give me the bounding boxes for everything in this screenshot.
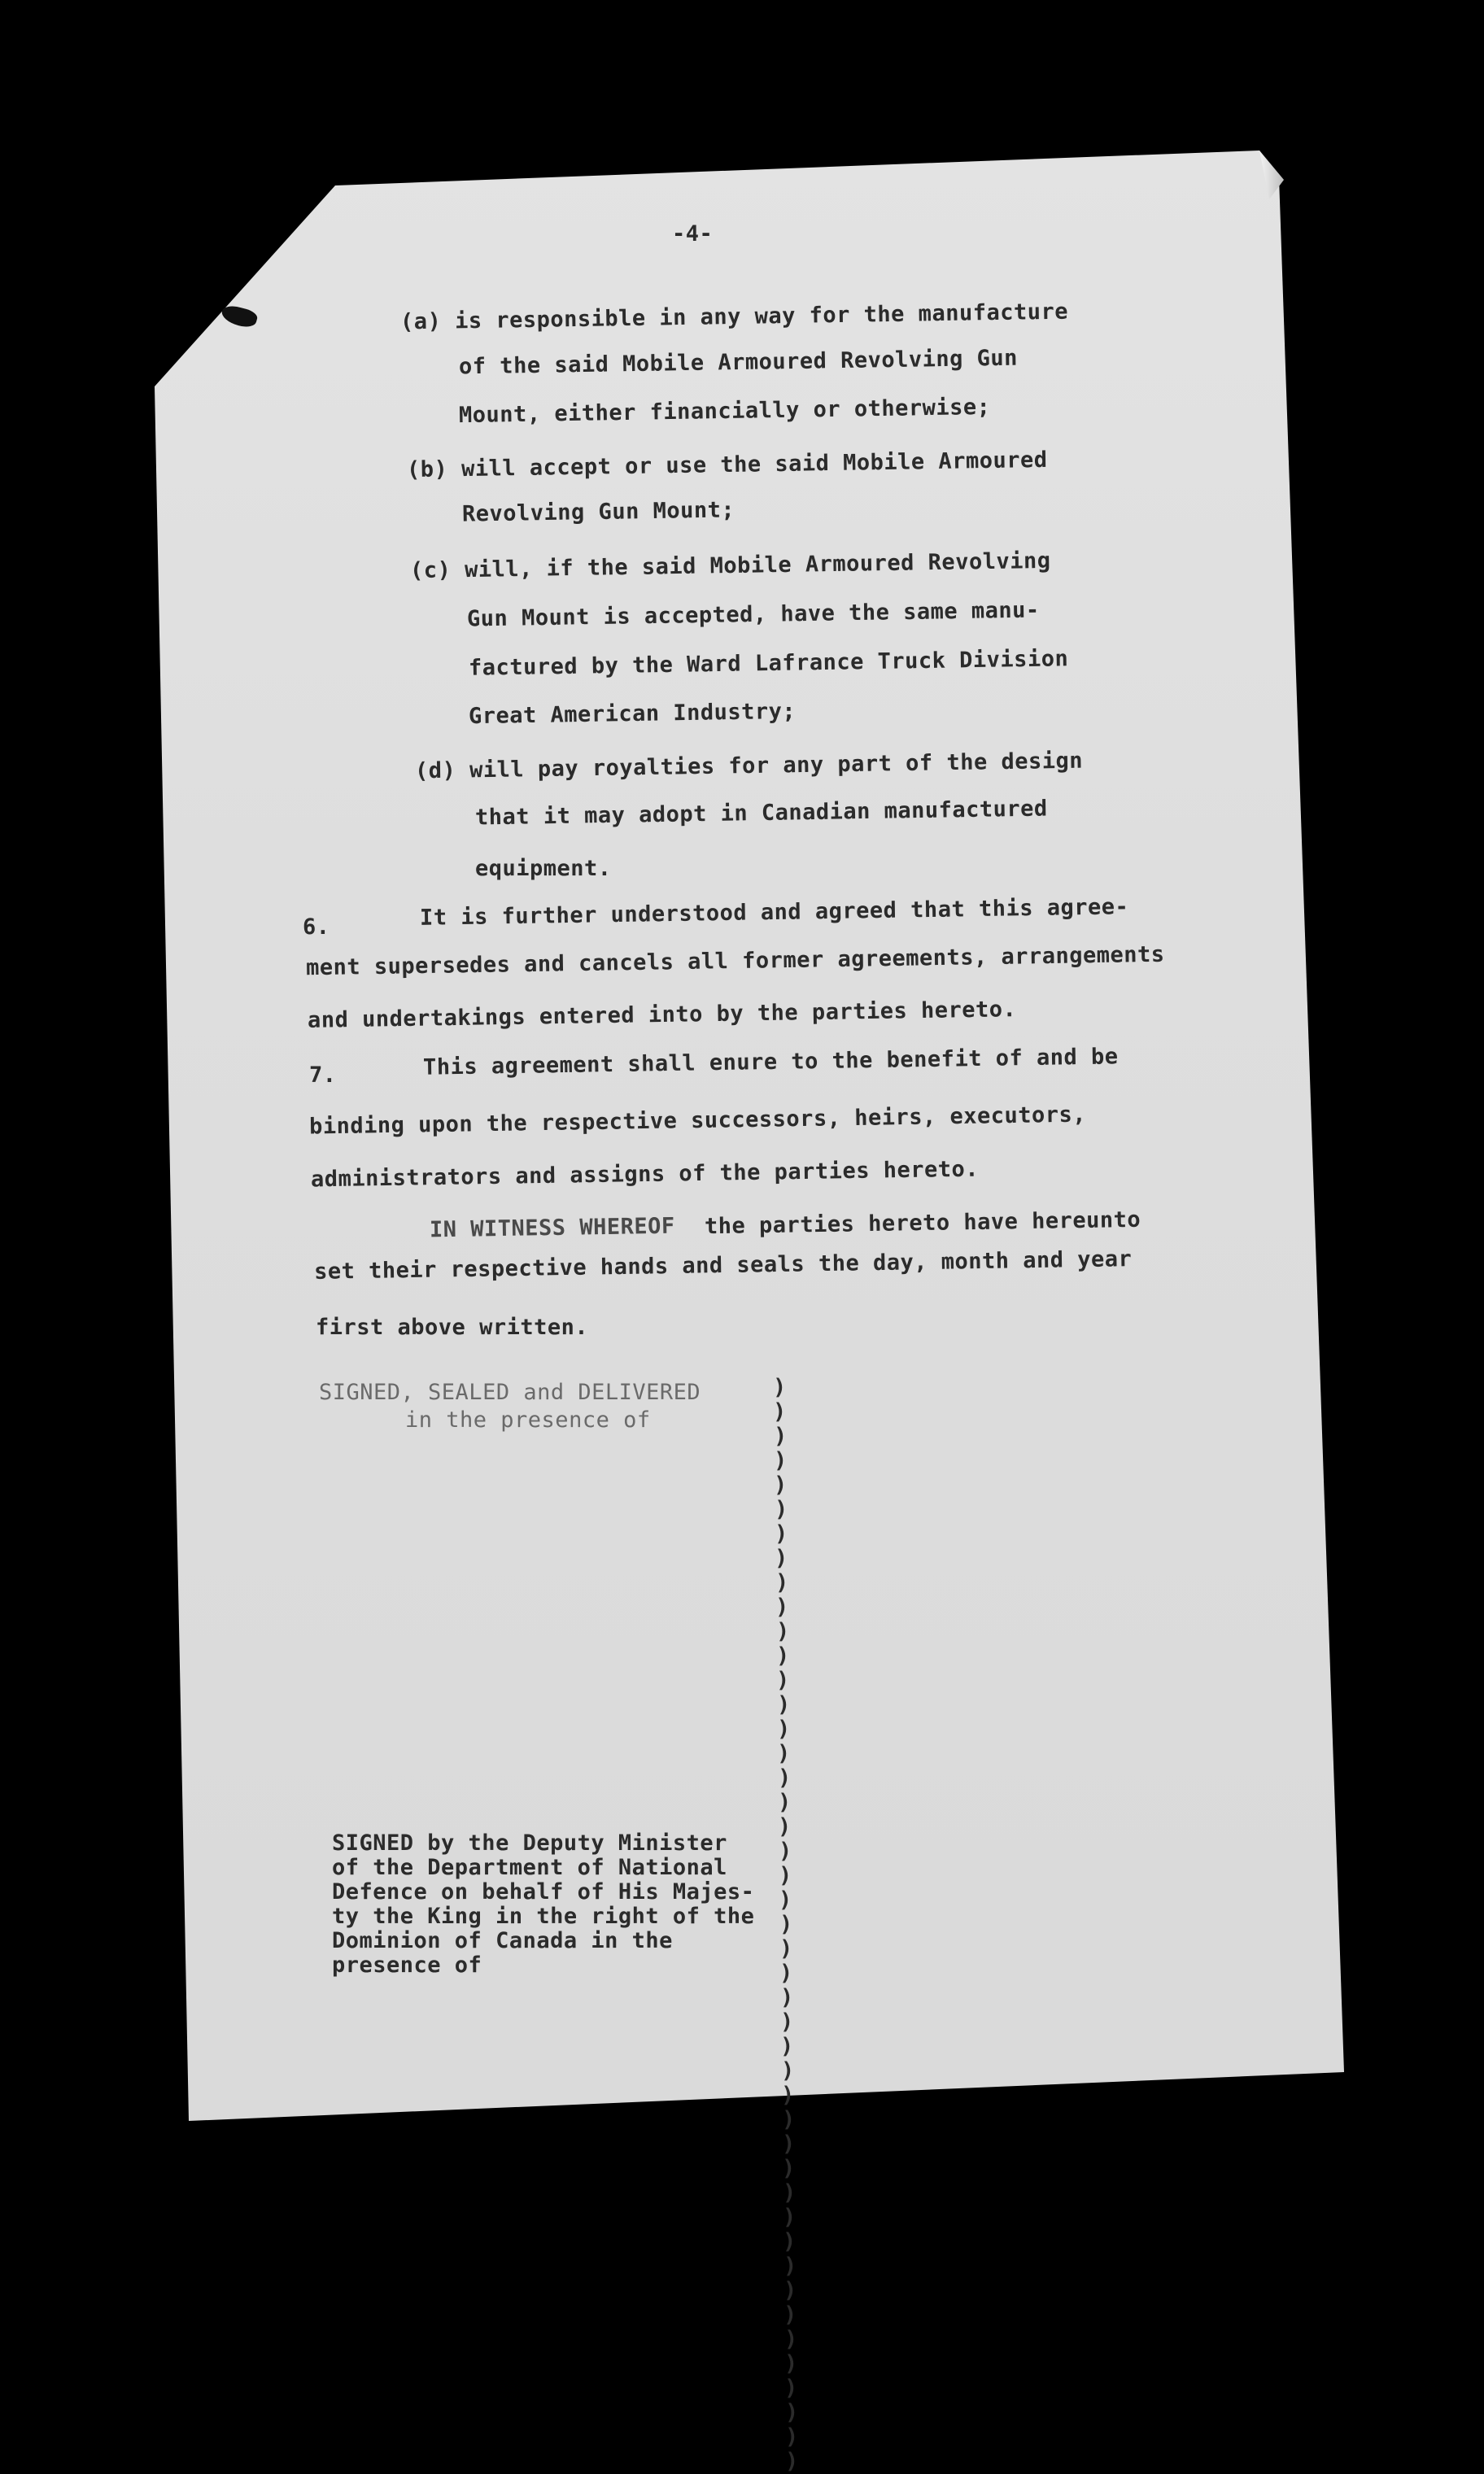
bracket-mark: )	[774, 1473, 788, 1498]
bracket-mark: )	[773, 1399, 787, 1425]
bracket-mark: )	[780, 2034, 794, 2059]
bracket-mark: )	[775, 1546, 788, 1571]
bracket-mark: )	[776, 1619, 790, 1644]
clause-a-line-2: of the said Mobile Armoured Revolving Gun	[458, 345, 1019, 380]
bracket-mark: )	[785, 2449, 799, 2474]
bracket-mark: )	[778, 1765, 792, 1791]
bracket-mark: )	[781, 2083, 795, 2108]
signed-deputy-line-1: SIGNED by the Deputy Minister	[332, 1830, 727, 1856]
bracket-mark: )	[775, 1570, 789, 1595]
paragraph-6-line-2: ment supersedes and cancels all former agreements, arrangements	[305, 941, 1165, 981]
clause-c-line-4: Great American Industry;	[468, 698, 797, 730]
bracket-mark: )	[780, 1985, 794, 2010]
bracket-mark: )	[783, 2254, 797, 2279]
bracket-mark: )	[773, 1375, 787, 1400]
bracket-mark: )	[783, 2205, 797, 2230]
bracket-mark: )	[780, 2009, 794, 2035]
bracket-mark: )	[782, 2131, 796, 2157]
bracket-mark: )	[776, 1668, 790, 1693]
clause-c-line-2: Gun Mount is accepted, have the same manu-	[466, 597, 1040, 632]
clause-d-line-1: (d) will pay royalties for any part of the design	[414, 748, 1084, 784]
witness-line-1: the parties hereto have hereunto	[704, 1206, 1141, 1240]
bracket-mark: )	[777, 1741, 791, 1766]
bracket-mark: )	[783, 2302, 797, 2328]
paragraph-6-number: 6.	[303, 914, 330, 940]
clause-b-line-2: Revolving Gun Mount;	[461, 497, 735, 527]
bracket-mark: )	[776, 1643, 790, 1669]
paragraph-7-number: 7.	[309, 1062, 337, 1088]
bracket-mark: )	[778, 1814, 792, 1839]
clause-d-line-2: that it may adopt in Canadian manufactured	[474, 796, 1048, 831]
bracket-mark: )	[774, 1448, 788, 1473]
bracket-mark: )	[781, 2058, 795, 2083]
clause-d-line-3: equipment.	[475, 856, 612, 881]
paragraph-6-line-1: It is further understood and agreed that this agree-	[419, 894, 1129, 931]
bracket-mark: )	[777, 1692, 791, 1717]
signed-sealed-line-1: SIGNED, SEALED and DELIVERED	[319, 1380, 701, 1405]
clause-c-line-1: (c) will, if the said Mobile Armoured Revolving	[409, 548, 1051, 584]
bracket-mark: )	[783, 2229, 797, 2254]
bracket-mark: )	[779, 1839, 792, 1864]
bracket-mark: )	[784, 2351, 798, 2376]
bracket-mark: )	[779, 1961, 793, 1986]
clause-a-line-1: (a) is responsible in any way for the manufacture	[399, 299, 1069, 335]
signed-deputy-line-4: ty the King in the right of the	[332, 1904, 755, 1929]
signed-deputy-line-5: Dominion of Canada in the	[332, 1928, 673, 1953]
signed-deputy-line-2: of the Department of National	[332, 1855, 727, 1880]
witness-lead: IN WITNESS WHEREOF	[429, 1213, 675, 1243]
paragraph-7-line-1: This agreement shall enure to the benefit of and be	[422, 1044, 1119, 1080]
witness-line-2: set their respective hands and seals the day, month and year	[313, 1246, 1133, 1285]
signed-sealed-line-2: in the presence of	[405, 1407, 651, 1433]
paragraph-7-line-2: binding upon the respective successors, heirs, executors,	[308, 1102, 1087, 1140]
signed-deputy-line-6: presence of	[332, 1953, 482, 1978]
bracket-mark: )	[784, 2327, 798, 2352]
bracket-mark: )	[783, 2278, 797, 2303]
bracket-mark: )	[777, 1717, 791, 1742]
bracket-mark: )	[782, 2156, 796, 2181]
bracket-mark: )	[775, 1595, 789, 1620]
witness-line-3: first above written.	[316, 1315, 589, 1340]
paragraph-6-line-3: and undertakings entered into by the parties hereto.	[307, 997, 1017, 1033]
bracket-mark: )	[775, 1521, 788, 1547]
bracket-mark: )	[775, 1497, 788, 1522]
clause-c-line-3: factured by the Ward Lafrance Truck Division	[468, 646, 1069, 681]
paragraph-7-line-3: administrators and assigns of the parties hereto.	[310, 1156, 980, 1193]
bracket-mark: )	[778, 1790, 792, 1815]
bracket-mark: )	[782, 2107, 796, 2132]
bracket-mark: )	[784, 2376, 798, 2401]
bracket-mark: )	[785, 2424, 799, 2450]
bracket-mark: )	[779, 1912, 793, 1937]
bracket-mark: )	[774, 1424, 788, 1449]
clause-a-line-3: Mount, either financially or otherwise;	[458, 394, 991, 429]
bracket-mark: )	[785, 2400, 799, 2425]
bracket-mark: )	[783, 2180, 797, 2206]
bracket-mark: )	[779, 1887, 792, 1913]
bracket-mark: )	[779, 1863, 792, 1888]
page-number: -4-	[672, 221, 714, 247]
bracket-mark: )	[779, 1936, 793, 1961]
signed-deputy-line-3: Defence on behalf of His Majes-	[332, 1879, 755, 1905]
clause-b-line-1: (b) will accept or use the said Mobile Armoured	[406, 447, 1048, 483]
